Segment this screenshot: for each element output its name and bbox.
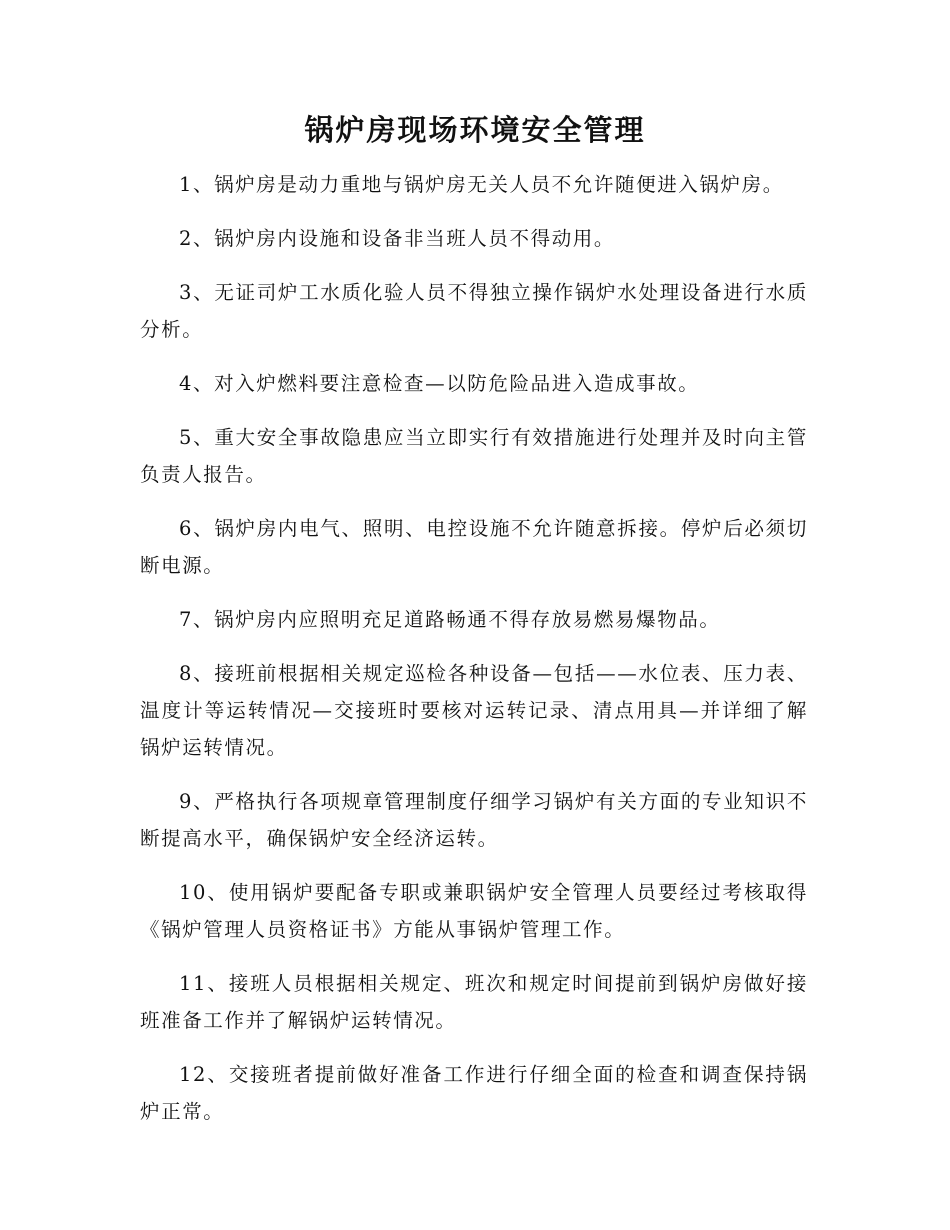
paragraph-5: 5、重大安全事故隐患应当立即实行有效措施进行处理并及时向主管负责人报告。: [140, 426, 808, 486]
paragraph-10: 10、使用锅炉要配备专职或兼职锅炉安全管理人员要经过考核取得《锅炉管理人员资格证书》方能从事锅炉管理工作。: [140, 881, 808, 941]
paragraph-4: 4、对入炉燃料要注意检查—以防危险品进入造成事故。: [179, 372, 700, 395]
paragraph-3: 3、无证司炉工水质化验人员不得独立操作锅炉水处理设备进行水质分析。: [140, 281, 808, 341]
paragraph-1: 1、锅炉房是动力重地与锅炉房无关人员不允许随便进入锅炉房。: [179, 173, 784, 196]
document-title: 锅炉房现场环境安全管理: [304, 113, 646, 147]
paragraph-12: 12、交接班者提前做好准备工作进行仔细全面的检查和调查保持锅炉正常。: [140, 1063, 808, 1123]
paragraph-9: 9、严格执行各项规章管理制度仔细学习锅炉有关方面的专业知识不断提高水平，确保锅炉安全经济运转。: [140, 790, 808, 850]
paragraph-7: 7、锅炉房内应照明充足道路畅通不得存放易燃易爆物品。: [179, 608, 721, 631]
paragraph-8: 8、接班前根据相关规定巡检各种设备—包括——水位表、压力表、温度计等运转情况—交接班时要核对运转记录、清点用具—并详细了解锅炉运转情况。: [140, 662, 808, 759]
paragraph-2: 2、锅炉房内设施和设备非当班人员不得动用。: [179, 227, 616, 250]
paragraph-11: 11、接班人员根据相关规定、班次和规定时间提前到锅炉房做好接班准备工作并了解锅炉运转情况。: [140, 972, 808, 1032]
paragraph-6: 6、锅炉房内电气、照明、电控设施不允许随意拆接。停炉后必须切断电源。: [140, 517, 808, 577]
document-body: [140, 166, 808, 1147]
